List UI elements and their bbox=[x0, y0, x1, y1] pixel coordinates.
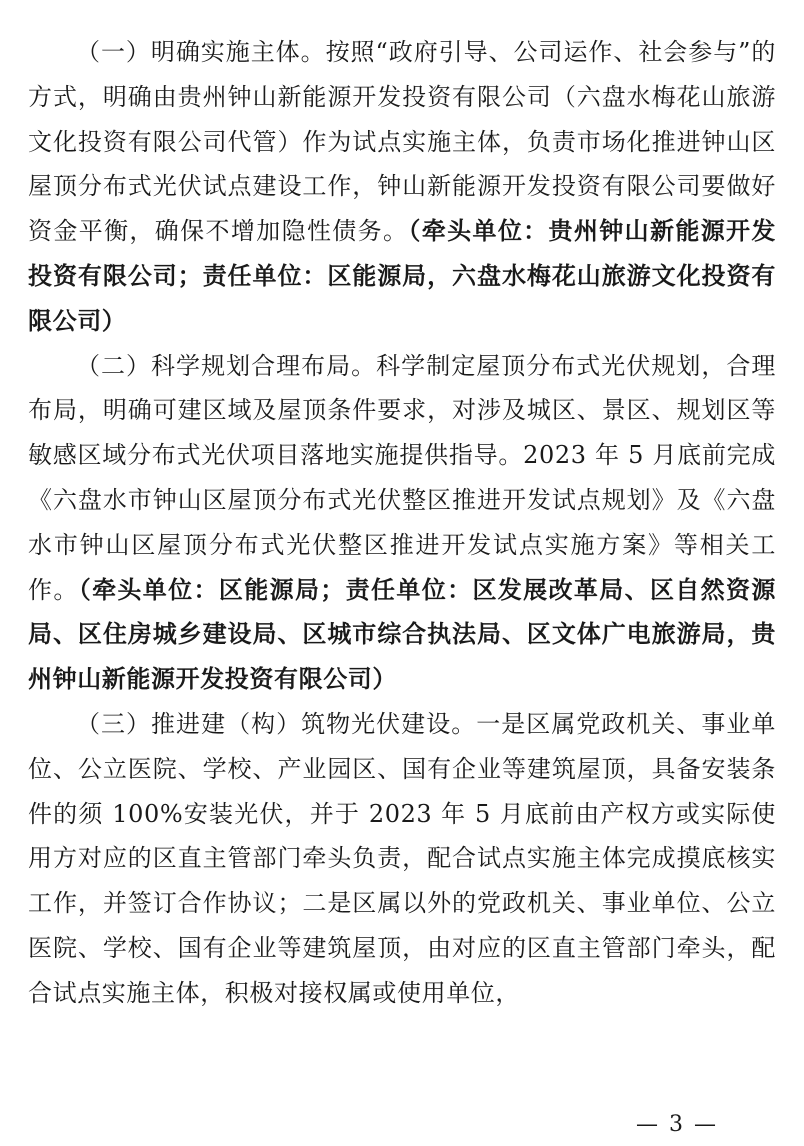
page-number: — 3 — bbox=[636, 1112, 718, 1137]
section-2-paragraph bbox=[28, 344, 776, 702]
section-1-responsibility: （牵头单位：贵州钟山新能源开发投资有限公司；责任单位：区能源局，六盘水梅花山旅游文化投资有限公司） bbox=[28, 216, 777, 335]
section-2-heading: （二）科学规划合理布局。 bbox=[76, 351, 377, 380]
section-1-heading: （一）明确实施主体。 bbox=[76, 38, 326, 66]
section-1-paragraph bbox=[28, 30, 776, 344]
document-page bbox=[28, 30, 776, 1016]
section-3-heading: （三）推进建（构）筑物光伏建设。 bbox=[76, 709, 477, 738]
section-1-body: 按照“政府引导、公司运作、社会参与”的方式，明确由贵州钟山新能源开发投资有限公司（六盘水梅花山旅游文化投资有限公司代管）作为试点实施主体，负责市场化推进钟山区屋顶分布式光伏试点建设工作，钟山新能源开发投资有限公司要做好资金平衡，确保不增加隐性债务。 bbox=[28, 38, 776, 246]
section-3-body: 一是区属党政机关、事业单位、公立医院、学校、产业园区、国有企业等建筑屋顶，具备安装条件的须 100%安装光伏，并于 2023 年 5 月底前由产权方或实际使用方对应的区直主管部门牵头负责，配合试点实施主体完成摸底核实工作，并签订合作协议；二是区属以外的党政机关、事业单位、公立医院、学校、国有企业等建筑屋顶，由对应的区直主管部门牵头，配合试点实施主体，积极对接权属或使用单位， bbox=[28, 709, 776, 1007]
section-2-responsibility: （牵头单位：区能源局；责任单位：区发展改革局、区自然资源局、区住房城乡建设局、区城市综合执法局、区文体广电旅游局，贵州钟山新能源开发投资有限公司） bbox=[28, 574, 776, 694]
section-3-paragraph bbox=[28, 702, 776, 1016]
section-2-body: 科学制定屋顶分布式光伏规划，合理布局，明确可建区域及屋顶条件要求，对涉及城区、景区、规划区等敏感区域分布式光伏项目落地实施提供指导。2023 年 5 月底前完成《六盘水市钟山区屋顶分布式光伏整区推进开发试点规划》及《六盘水市钟山区屋顶分布式光伏整区推进开发试点实施方案》等相关工作。 bbox=[28, 351, 776, 604]
